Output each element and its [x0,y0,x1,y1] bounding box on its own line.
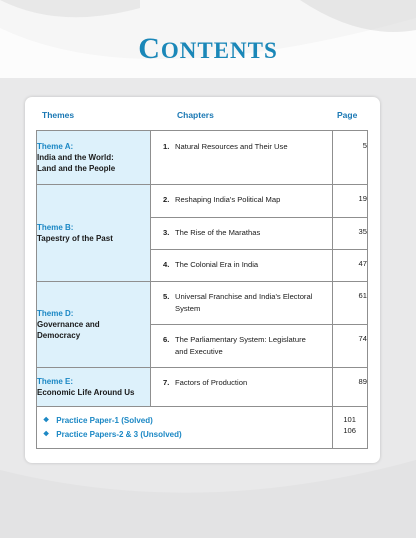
table-row [37,368,368,407]
theme-cell-d [37,282,151,368]
chapter-title: The Parliamentary System: Legislature and Executive [175,335,306,356]
page-number: 35 [333,218,368,250]
theme-name: Theme B: [37,223,74,232]
theme-name: Theme D: [37,309,74,318]
chapter-cell [151,185,333,218]
chapter-number: 3. [163,228,170,237]
chapter-number: 7. [163,378,170,387]
chapter-title: Factors of Production [175,378,248,387]
diamond-bullet-icon: ❖ [43,417,50,424]
chapter-title: Reshaping India's Political Map [175,195,281,204]
header-page: Page [337,110,358,120]
chapter-title: The Colonial Era in India [175,260,259,269]
table-row [37,282,368,325]
chapter-title: The Rise of the Marathas [175,228,261,237]
chapter-cell [151,250,333,282]
theme-desc: Democracy [37,331,81,340]
practice-paper-label: Practice Papers-2 & 3 (Unsolved) [56,430,182,439]
theme-desc: Land and the People [37,164,116,173]
practice-paper-label: Practice Paper-1 (Solved) [56,416,153,425]
header-themes: Themes [42,110,75,120]
practice-papers-cell [37,407,333,449]
theme-desc: India and the World: [37,153,114,162]
page-number: 61 [333,282,368,325]
chapter-cell [151,131,333,185]
chapter-number: 6. [163,335,170,344]
chapter-cell [151,325,333,368]
page-title: CONTENTS [138,32,278,65]
theme-desc: Tapestry of the Past [37,234,113,243]
page-number: 89 [333,368,368,407]
chapter-cell [151,282,333,325]
theme-cell-e [37,368,151,407]
diamond-bullet-icon: ❖ [43,431,50,438]
practice-page-cell [333,407,368,449]
theme-name: Theme E: [37,377,74,386]
page-number: 47 [333,250,368,282]
chapter-number: 1. [163,142,170,151]
chapter-cell [151,218,333,250]
page-number: 5 [333,131,368,185]
chapter-number: 5. [163,292,170,301]
contents-table [36,130,368,449]
theme-cell-a [37,131,151,185]
chapter-title: Natural Resources and Their Use [175,142,288,151]
chapter-number: 2. [163,195,170,204]
practice-paper-2-3[interactable] [43,428,332,442]
chapter-number: 4. [163,260,170,269]
table-row [37,185,368,218]
chapter-cell [151,368,333,407]
theme-desc: Economic Life Around Us [37,388,135,397]
table-row [37,407,368,449]
theme-cell-b [37,185,151,282]
page-number: 19 [333,185,368,218]
practice-paper-1[interactable] [43,414,332,428]
chapter-title: Universal Franchise and India's Electoral System [175,292,313,313]
table-row [37,131,368,185]
page-number: 101 [343,415,356,424]
theme-desc: Governance and [37,320,100,329]
header-chapters: Chapters [177,110,214,120]
page-number: 106 [343,426,356,435]
page-number: 74 [333,325,368,368]
theme-name: Theme A: [37,142,74,151]
